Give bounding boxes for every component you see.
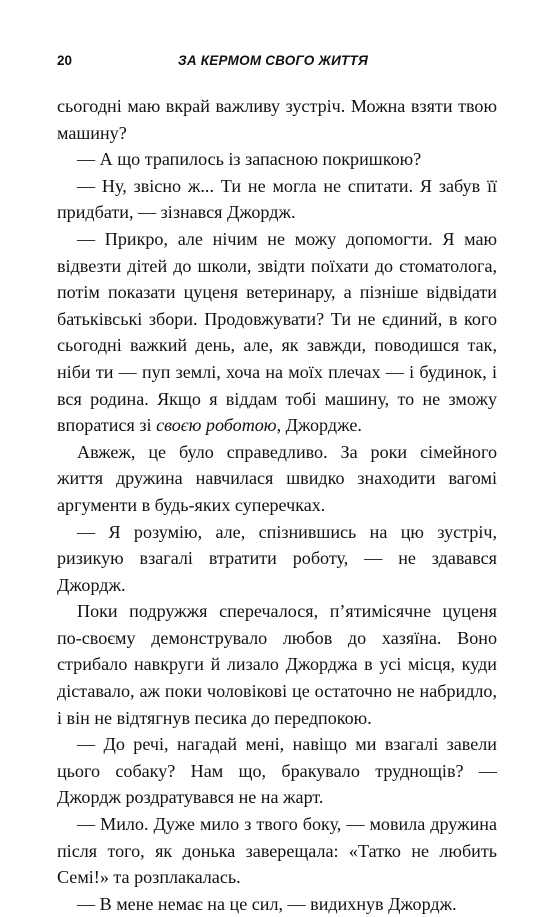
paragraph-4-emphasis: своєю роботою [156,415,277,436]
book-title: ЗА КЕРМОМ СВОГО ЖИТТЯ [177,53,368,68]
paragraph-5: Авжеж, це було справедливо. За роки сімейного життя дружина навчилася швидко знаходити вагомі аргументи в будь-яких суперечках. [57,441,497,515]
page-number: 20 [57,53,73,68]
paragraph-10: — В мене немає на це сил, — видихнув Джордж. [77,893,457,914]
paragraph-7: Поки подружжя сперечалося, п’ятимісячне цуценя по-своєму демонструвало любов до хазяїна. Воно стрибало навкруги й лизало Джорджа в усі місця, куди діставало, аж поки чоловікові це остаточно не набридло, і він не відтягнув песика до передпокою. [57,601,497,728]
paragraph-4-tail: , Джордже. [276,415,362,436]
body-text [57,93,497,917]
paragraph-4 [57,226,497,439]
paragraph-3: — Ну, звісно ж... Ти не могла не спитати. Я забув її придбати, — зізнався Джордж. [57,175,497,223]
running-head [57,49,489,73]
paragraph-2: — А що трапилось із запасною покришкою? [77,149,422,170]
paragraph-1: сьогодні маю вкрай важливу зустріч. Можна взяти твою машину? [57,96,497,143]
paragraph-6: — Я розумію, але, спізнившись на цю зустріч, ризикую взагалі втратити роботу, — не здавався Джордж. [57,521,497,595]
paragraph-9: — Мило. Дуже мило з твого боку, — мовила дружина після того, як донька заверещала: «Татко не любить Семі!» та розплакалась. [57,814,497,888]
paragraph-4-text: — Прикро, але нічим не можу допомогти. Я маю відвезти дітей до школи, звідти поїхати до стоматолога, потім показати цуценя ветеринару, а пізніше відвідати батьківські збори. Продовжувати? Ти не єдиний, в кого сьогодні важкий день, але, як завжди, поводишся так, ніби ти — пуп землі, хоча на моїх плечах — і будинок, і вся родина. Якщо я віддам тобі машину, то не зможу впоратися зі [57,228,497,436]
paragraph-8: — До речі, нагадай мені, навіщо ми взагалі завели цього собаку? Нам що, бракувало труднощів? — Джордж роздратувався не на жарт. [57,734,497,808]
